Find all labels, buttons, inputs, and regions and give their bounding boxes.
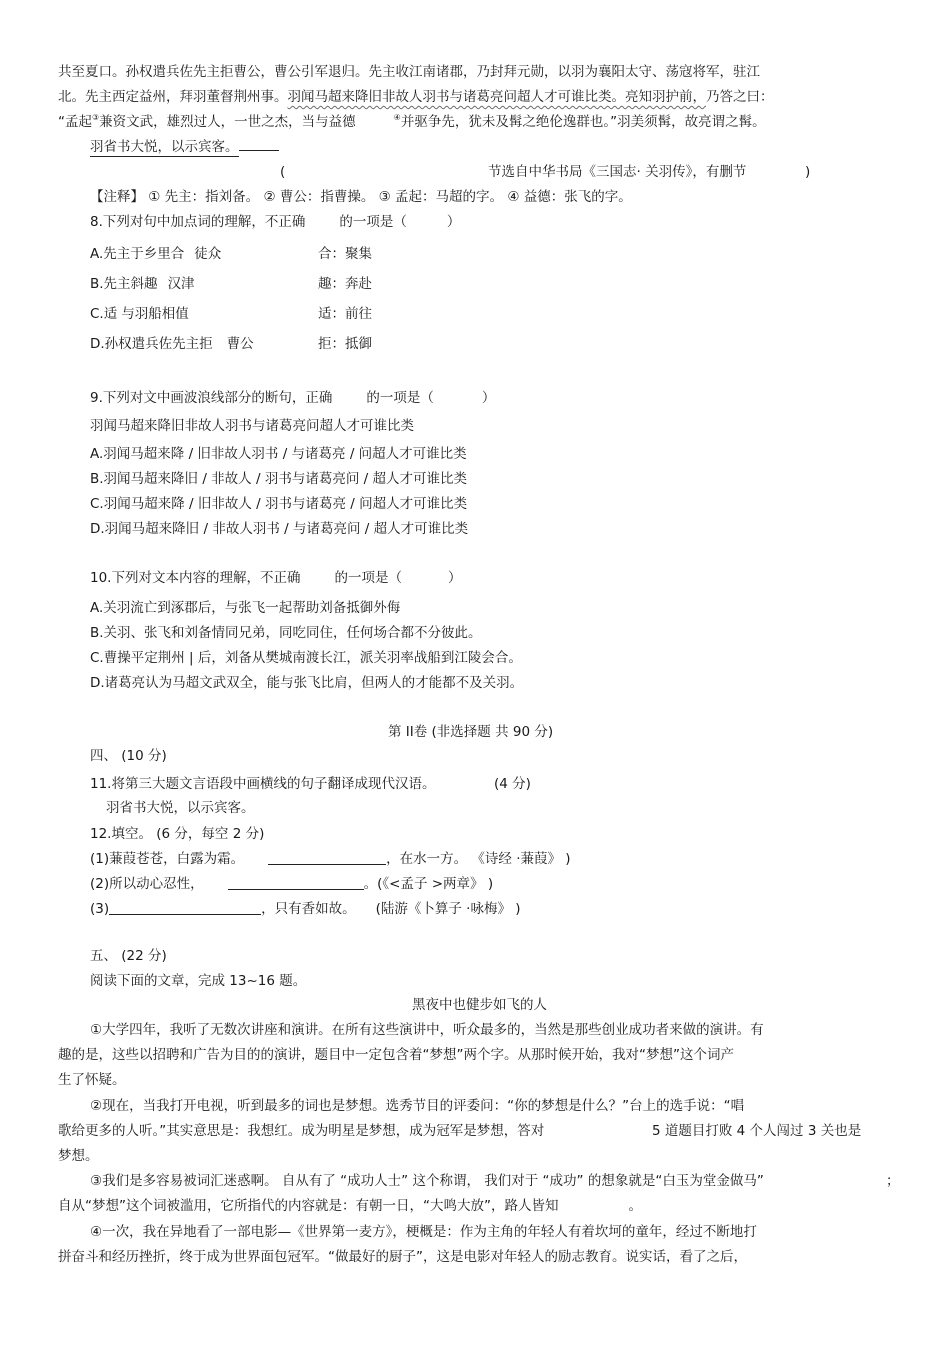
passage-text: 北。先主西定益州，拜羽董督荆州事。 — [58, 89, 288, 105]
article-paragraph-line: 趣的是，这些以招聘和广告为目的的演讲，题目中一定包含着“梦想”两个字。从那时候开始，我对“梦想”这个词产 — [58, 1047, 734, 1063]
article-paragraph-line: 生了怀疑。 — [58, 1072, 126, 1088]
q9-option-a: A.羽闻马超来降 / 旧非故人羽书 / 与诸葛亮 / 问超人才可谁比类 — [90, 446, 467, 462]
option-text: 徒众 — [194, 246, 222, 262]
q12-stem: 12.填空。 (6 分，每空 2 分) — [90, 826, 265, 842]
q8-stem-text: 8.下列对句中加点词的理解，不正确 — [90, 214, 306, 230]
q9-stem-text: 的一项是（ — [366, 390, 434, 406]
q12-text: 。(《<孟子 >两章》 ) — [363, 876, 494, 892]
q8-gloss-c: 适：前往 — [318, 306, 372, 322]
passage-text: 兼资文武，雄烈过人，一世之杰，当与益德 — [99, 114, 356, 130]
answer-blank[interactable] — [228, 875, 364, 890]
article-paragraph-line: ①大学四年，我听了无数次讲座和演讲。在所有这些演讲中，听众最多的，当然是那些创业成功者来做的演讲。有 — [90, 1022, 764, 1038]
q10-stem — [90, 568, 461, 590]
q10-stem-text: 的一项是（ — [334, 570, 402, 586]
q11-stem: 11.将第三大题文言语段中画横线的句子翻译成现代汉语。 — [90, 776, 436, 792]
q11-score: (4 分) — [494, 776, 531, 792]
q8-stem-text: ） — [446, 214, 461, 230]
underlined-sentence: 羽省书大悦，以示宾客。 — [90, 139, 239, 155]
article-paragraph-line — [58, 1196, 642, 1218]
q12-text: ，在水一方。 《诗经 ·蒹葭》 ) — [386, 851, 571, 867]
q8-stem-text: 的一项是（ — [339, 214, 407, 230]
article-paragraph-line: ②现在，当我打开电视，听到最多的词也是梦想。选秀节目的评委问：“你的梦想是什么？”台上的选手说：“唱 — [90, 1098, 745, 1114]
option-text: B.先主斜趣 — [90, 276, 158, 292]
option-text: D.孙权遣兵佐先主拒 — [90, 336, 213, 352]
reading-instruction: 阅读下面的文章，完成 13~16 题。 — [90, 973, 307, 989]
article-paragraph-line: ③我们是多容易被词汇迷惑啊。 自从有了 “成功人士” 这个称谓， 我们对于 “成功” 的想象就是“白玉为堂金做马” — [90, 1173, 764, 1189]
q10-stem-text: ） — [447, 570, 462, 586]
q8-option-c — [90, 304, 189, 326]
q12-text: (陆游《卜算子 ·咏梅》 ) — [375, 901, 521, 917]
passage-line: 共至夏口。孙权遣兵佐先主拒曹公，曹公引军退归。先主收江南诸郡，乃封拜元勋，以羽为襄阳太守、荡寇将军，驻江 — [58, 64, 760, 80]
answer-blank[interactable] — [109, 900, 261, 915]
q12-item-3 — [90, 899, 521, 921]
q8-gloss-d: 拒：抵御 — [318, 336, 372, 352]
article-paragraph-line: 梦想。 — [58, 1148, 99, 1164]
article-paragraph-line: 歌给更多的人听。”其实意思是：我想红。成为明星是梦想，成为冠军是梦想，答对 — [58, 1123, 545, 1139]
wavy-underlined-sentence: 羽闻马超来降旧非故人羽书与诸葛亮问超人才可谁比类。亮知羽护前， — [287, 89, 706, 105]
article-paragraph-line: 拼奋斗和经历挫折，终于成为世界面包冠军。“做最好的厨子”，这是电影对年轻人的励志教育。说实话，看了之后， — [58, 1249, 747, 1265]
q9-option-b: B.羽闻马超来降旧 / 非故人 / 羽书与诸葛亮问 / 超人才可谁比类 — [90, 471, 467, 487]
option-text: 与羽船相值 — [121, 306, 189, 322]
option-text: A.先主于乡里合 — [90, 246, 185, 262]
note-marker: ③ — [92, 113, 100, 122]
q8-option-a — [90, 244, 221, 266]
article-text: 自从“梦想”这个词被滥用，它所指代的内容就是：有朝一日，“大鸣大放”，路人皆知 — [58, 1198, 559, 1214]
passage-text: 并驱争先，犹未及髯之绝伦逸群也。”羽美须髯，故亮谓之髯。 — [400, 114, 766, 130]
q8-gloss-a: 合：聚集 — [318, 246, 372, 262]
section-five-heading: 五、 (22 分) — [90, 948, 167, 964]
article-paragraph-line: 5 道题目打败 4 个人闯过 3 关也是 — [652, 1123, 862, 1139]
passage-line — [90, 137, 279, 159]
q8-stem — [90, 212, 460, 234]
source-open: ( — [280, 164, 286, 180]
option-text: 汉津 — [167, 276, 195, 292]
q8-option-d — [90, 334, 254, 356]
section-four-heading: 四、 (10 分) — [90, 748, 167, 764]
q9-option-c: C.羽闻马超来降 / 旧非故人 / 羽书与诸葛亮 / 问超人才可谁比类 — [90, 496, 468, 512]
part-two-heading: 第 II卷 (非选择题 共 90 分) — [388, 724, 554, 740]
q12-item-1 — [90, 849, 571, 871]
source-close: ) — [805, 164, 811, 180]
article-text: 。 — [628, 1198, 642, 1214]
q12-text: ，只有香如故。 — [261, 901, 356, 917]
passage-line — [58, 87, 774, 109]
q10-option-c: C.曹操平定荆州 | 后，刘备从樊城南渡长江，派关羽率战船到江陵会合。 — [90, 650, 522, 666]
q12-text: (3) — [90, 901, 110, 917]
q10-option-b: B.关羽、张飞和刘备情同兄弟，同吃同住，任何场合都不分彼此。 — [90, 625, 482, 641]
q9-stem — [90, 388, 495, 410]
article-paragraph-line: ； — [886, 1173, 900, 1189]
answer-blank[interactable] — [268, 850, 386, 865]
q9-quote: 羽闻马超来降旧非故人羽书与诸葛亮问超人才可谁比类 — [90, 418, 414, 434]
q9-stem-text: 9.下列对文中画波浪线部分的断句，正确 — [90, 390, 333, 406]
q12-item-2 — [90, 874, 493, 896]
q12-text: (1)蒹葭苍苍，白露为霜。 — [90, 851, 245, 867]
q12-text: (2)所以动心忍性， — [90, 876, 204, 892]
passage-text: “孟起 — [58, 114, 92, 130]
passage-line — [58, 112, 766, 134]
article-title: 黑夜中也健步如飞的人 — [412, 997, 547, 1013]
note-marker: ④ — [393, 113, 401, 122]
q9-option-d: D.羽闻马超来降旧 / 非故人羽书 / 与诸葛亮问 / 超人才可谁比类 — [90, 521, 469, 537]
q10-option-a: A.关羽流亡到涿郡后，与张飞一起帮助刘备抵御外侮 — [90, 600, 401, 616]
q8-gloss-b: 趣：奔赴 — [318, 276, 372, 292]
q9-stem-text: ） — [481, 390, 496, 406]
q10-option-d: D.诸葛亮认为马超文武双全，能与张飞比肩，但两人的才能都不及关羽。 — [90, 675, 524, 691]
passage-text: 乃答之曰： — [706, 89, 774, 105]
option-text: C.适 — [90, 306, 118, 322]
article-paragraph-line: ④一次，我在异地看了一部电影—《世界第一麦方》，梗概是：作为主角的年轻人有着坎坷的童年，经过不断地打 — [90, 1224, 757, 1240]
option-text: 曹公 — [226, 336, 254, 352]
q10-stem-text: 10.下列对文本内容的理解，不正确 — [90, 570, 301, 586]
q8-option-b — [90, 274, 195, 296]
annotation-notes: 【注释】 ① 先主：指刘备。 ② 曹公：指曹操。 ③ 孟起：马超的字。 ④ 益德：张飞的字。 — [90, 189, 632, 205]
source-citation: 节选自中华书局《三国志· 关羽传》，有删节 — [488, 164, 747, 180]
q11-sentence: 羽省书大悦，以示宾客。 — [106, 800, 255, 816]
